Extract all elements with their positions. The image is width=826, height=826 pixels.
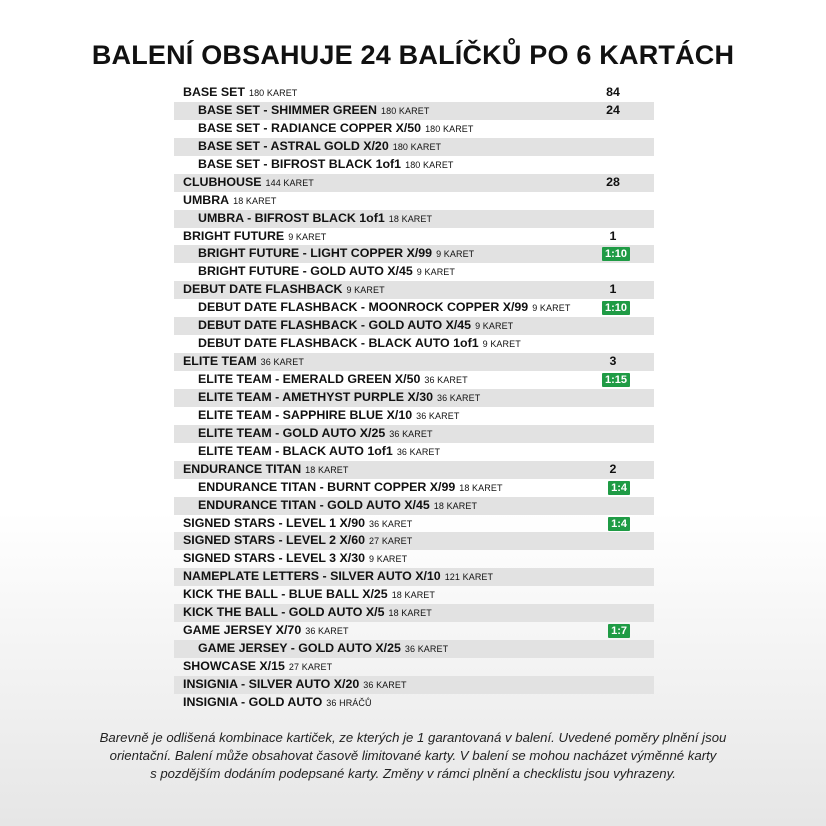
card-count: 9 KARET	[482, 339, 521, 350]
set-name-text: SIGNED STARS - LEVEL 2 X/60	[183, 533, 366, 548]
footnote-line: Barevně je odlišená kombinace kartiček, ze kterých je 1 garantovaná v balení. Uvedené poměry plnění jsou	[99, 730, 727, 745]
set-name	[198, 479, 503, 498]
checklist-row	[174, 658, 654, 676]
card-count: 9 KARET	[346, 285, 385, 296]
odds-ratio-badge: 1:4	[608, 517, 630, 531]
per-box-quantity: 2	[609, 461, 617, 476]
set-name-text: UMBRA - BIFROST BLACK 1of1	[198, 210, 385, 225]
checklist-row	[174, 640, 654, 658]
card-count: 9 KARET	[416, 267, 455, 278]
set-name-text: BASE SET - ASTRAL GOLD X/20	[198, 138, 389, 153]
set-name-text: ELITE TEAM - EMERALD GREEN X/50	[198, 372, 421, 386]
odds-ratio-badge: 1:4	[608, 481, 630, 495]
set-name	[183, 353, 304, 372]
per-box-quantity: 28	[606, 174, 620, 189]
card-count: 9 KARET	[288, 231, 327, 242]
card-count: 36 KARET	[437, 392, 481, 403]
footnote-line: orientační. Balení může obsahovat časově limitované karty. V balení se mohou nacházet výměnné karty	[109, 748, 717, 763]
checklist-row	[174, 694, 654, 712]
set-name	[198, 210, 432, 229]
checklist-row	[174, 84, 654, 102]
card-count: 144 KARET	[265, 177, 314, 188]
set-name	[198, 245, 474, 264]
checklist-row	[174, 210, 654, 228]
per-box-quantity: 1	[609, 228, 617, 243]
card-count: 36 KARET	[305, 626, 349, 637]
set-name	[183, 532, 412, 551]
checklist-row	[174, 550, 654, 568]
card-count: 36 KARET	[416, 410, 460, 421]
checklist-row	[174, 317, 654, 335]
card-count: 180 KARET	[381, 105, 430, 116]
set-name	[183, 515, 412, 534]
set-name	[183, 550, 407, 569]
set-name-text: BRIGHT FUTURE - GOLD AUTO X/45	[198, 264, 413, 279]
set-name-text: BASE SET - SHIMMER GREEN	[198, 102, 377, 117]
set-name-text: ELITE TEAM	[183, 354, 257, 369]
checklist-row	[174, 604, 654, 622]
card-count: 36 KARET	[260, 357, 304, 368]
per-box-quantity: 84	[606, 85, 620, 99]
per-box-quantity: 1	[609, 282, 617, 297]
set-name-text: BASE SET - BIFROST BLACK 1of1	[198, 156, 402, 171]
set-name	[183, 228, 326, 247]
card-count: 180 KARET	[425, 123, 474, 134]
checklist-row	[174, 371, 654, 389]
odds-ratio-badge: 1:15	[602, 373, 630, 387]
checklist-row	[174, 228, 654, 246]
set-name-text: GAME JERSEY X/70	[183, 623, 302, 638]
per-box-quantity: 24	[606, 102, 620, 117]
set-name	[198, 335, 521, 354]
card-count: 18 KARET	[391, 590, 436, 601]
checklist-row	[174, 102, 654, 120]
set-name	[198, 156, 454, 175]
set-name-text: BRIGHT FUTURE - LIGHT COPPER X/99	[198, 246, 433, 261]
checklist-row	[174, 263, 654, 281]
odds-ratio-badge: 1:10	[602, 301, 630, 315]
footnote	[40, 729, 786, 783]
checklist-row	[174, 622, 654, 640]
checklist-row	[174, 461, 654, 479]
card-count: 36 KARET	[369, 518, 413, 529]
set-name	[183, 604, 432, 623]
set-name	[183, 174, 314, 193]
set-name	[198, 138, 441, 157]
set-name-text: CLUBHOUSE	[183, 174, 262, 189]
checklist-row	[174, 586, 654, 604]
set-name-text: ENDURANCE TITAN - GOLD AUTO X/45	[198, 497, 430, 512]
set-name-text: ELITE TEAM - AMETHYST PURPLE X/30	[198, 389, 433, 404]
set-name	[183, 694, 372, 713]
set-name-text: INSIGNIA - GOLD AUTO	[183, 694, 323, 709]
footnote-line: s pozdějším dodáním podepsané karty. Změny v rámci plnění a checklistu jsou vyhrazeny.	[150, 766, 676, 781]
card-count: 18 KARET	[388, 213, 433, 224]
checklist-row	[174, 407, 654, 425]
checklist-row	[174, 174, 654, 192]
checklist-row	[174, 532, 654, 550]
card-count: 36 KARET	[404, 644, 449, 655]
set-name-text: BRIGHT FUTURE	[183, 228, 285, 243]
set-name	[198, 371, 468, 390]
card-count: 36 KARET	[389, 428, 433, 439]
checklist-row	[174, 353, 654, 371]
set-name	[183, 676, 407, 695]
odds-ratio-badge: 1:7	[608, 624, 630, 638]
page-title: BALENÍ OBSAHUJE 24 BALÍČKŮ PO 6 KARTÁCH	[91, 40, 735, 70]
card-count: 18 KARET	[433, 500, 478, 511]
card-count: 36 KARET	[424, 375, 468, 385]
checklist-row	[174, 479, 654, 497]
per-box-quantity: 3	[609, 354, 617, 369]
checklist-row	[174, 281, 654, 299]
checklist-row	[174, 389, 654, 407]
card-count: 36 HRÁČŮ	[326, 697, 372, 708]
set-name-text: GAME JERSEY - GOLD AUTO X/25	[198, 641, 401, 656]
set-name	[198, 299, 570, 318]
set-name	[198, 497, 477, 516]
set-name	[198, 389, 480, 408]
set-name-text: SHOWCASE X/15	[183, 659, 285, 673]
checklist-row	[174, 299, 654, 317]
checklist-table	[174, 84, 654, 712]
card-count: 180 KARET	[405, 159, 454, 170]
set-name-text: SIGNED STARS - LEVEL 3 X/30	[183, 551, 366, 566]
checklist-row	[174, 245, 654, 263]
card-count: 9 KARET	[369, 554, 408, 565]
card-count: 18 KARET	[233, 195, 277, 206]
set-name-text: ELITE TEAM - BLACK AUTO 1of1	[198, 443, 393, 458]
set-name-text: DEBUT DATE FLASHBACK - MOONROCK COPPER X/99	[198, 300, 529, 315]
set-name-text: KICK THE BALL - GOLD AUTO X/5	[183, 605, 385, 620]
set-name	[198, 640, 448, 659]
checklist-row	[174, 138, 654, 156]
checklist-row	[174, 192, 654, 210]
set-name	[198, 443, 440, 462]
checklist-row	[174, 443, 654, 461]
set-name	[198, 425, 433, 444]
set-name-text: ELITE TEAM - SAPPHIRE BLUE X/10	[198, 407, 413, 422]
set-name	[198, 102, 429, 121]
card-count: 27 KARET	[369, 536, 413, 547]
checklist-row	[174, 497, 654, 515]
card-count: 180 KARET	[392, 141, 442, 152]
card-count: 180 KARET	[248, 88, 298, 98]
set-name-text: INSIGNIA - SILVER AUTO X/20	[183, 676, 360, 691]
card-count: 27 KARET	[288, 662, 333, 672]
set-name	[183, 192, 276, 211]
set-name	[183, 622, 349, 641]
set-name	[198, 317, 513, 336]
checklist-row	[174, 568, 654, 586]
checklist-row	[174, 156, 654, 174]
set-name	[198, 263, 455, 282]
set-name-text: KICK THE BALL - BLUE BALL X/25	[183, 587, 388, 602]
set-name	[198, 407, 459, 426]
card-count: 18 KARET	[459, 482, 503, 493]
set-name	[198, 120, 474, 139]
set-name-text: UMBRA	[183, 192, 230, 207]
checklist-row	[174, 676, 654, 694]
checklist-row	[174, 120, 654, 138]
set-name-text: NAMEPLATE LETTERS - SILVER AUTO X/10	[183, 569, 441, 584]
odds-ratio-badge: 1:10	[602, 247, 630, 261]
set-name	[183, 461, 349, 480]
card-count: 18 KARET	[388, 608, 432, 619]
checklist-row	[174, 515, 654, 533]
set-name	[183, 568, 493, 587]
checklist-row	[174, 335, 654, 353]
card-count: 9 KARET	[475, 321, 514, 332]
card-count: 9 KARET	[532, 303, 571, 314]
card-count: 18 KARET	[305, 464, 349, 475]
set-name-text: SIGNED STARS - LEVEL 1 X/90	[183, 515, 366, 530]
set-name-text: BASE SET - RADIANCE COPPER X/50	[198, 120, 422, 135]
set-name-text: ENDURANCE TITAN	[183, 461, 302, 476]
set-name	[183, 281, 385, 300]
card-count: 9 KARET	[436, 249, 475, 260]
card-count: 121 KARET	[444, 572, 494, 583]
set-name	[183, 586, 435, 605]
set-name-text: DEBUT DATE FLASHBACK - GOLD AUTO X/45	[198, 318, 472, 333]
set-name	[183, 84, 297, 103]
checklist-row	[174, 425, 654, 443]
set-name	[183, 658, 332, 677]
set-name-text: DEBUT DATE FLASHBACK	[183, 282, 343, 297]
set-name-text: ELITE TEAM - GOLD AUTO X/25	[198, 425, 386, 440]
set-name-text: BASE SET	[183, 85, 245, 99]
set-name-text: ENDURANCE TITAN - BURNT COPPER X/99	[198, 479, 456, 494]
card-count: 36 KARET	[363, 679, 407, 690]
card-count: 36 KARET	[396, 446, 441, 457]
set-name-text: DEBUT DATE FLASHBACK - BLACK AUTO 1of1	[198, 336, 479, 351]
